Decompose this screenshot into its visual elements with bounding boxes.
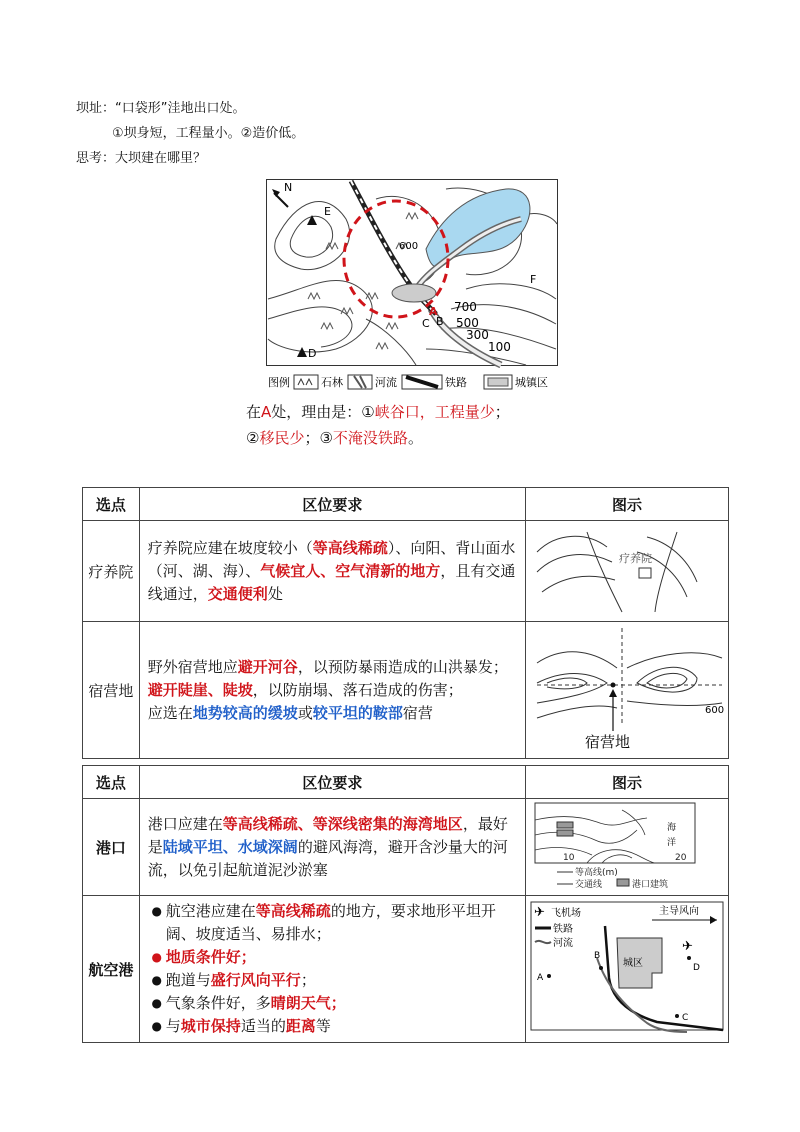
table1-header-requirement: 区位要求 <box>139 488 525 521</box>
table2-row-port-requirement: 港口应建在等高线稀疏、等深线密集的海湾地区，最好是陆域平坦、水域深阔的避风海湾，避开含沙量大的河流，以免引起航道泥沙淤塞 <box>139 799 525 896</box>
airport-req-4: ● 气象条件好，多晴朗天气； <box>151 994 346 1012</box>
legend-railway: 铁路 <box>445 376 467 389</box>
intro-question: 思考：大坝建在哪里？ <box>76 151 207 166</box>
intro-line-2: ①坝身短，工程量小。②造价低。 <box>112 126 305 141</box>
port-legend-contour: 等高线(m) <box>574 868 618 878</box>
contour-700: 700 <box>454 300 477 314</box>
point-b-label: B <box>436 315 444 328</box>
wind-arrow-icon <box>710 916 717 924</box>
table2-row-port-name: 港口 <box>83 799 140 896</box>
table1-row-campsite-figure <box>525 622 728 759</box>
legend-river-icon <box>354 376 366 388</box>
point-d-label: D <box>308 347 317 360</box>
intro-line-1: 坝址：“口袋形”洼地出口处。 <box>76 101 246 116</box>
point-f-label: F <box>530 273 537 286</box>
airport-legend-river: 河流 <box>552 938 573 949</box>
dam-topographic-map <box>266 179 558 393</box>
table2-row-airport-figure <box>525 896 728 1043</box>
airport-wind-label: 主导风向 <box>658 906 699 917</box>
site-table-1 <box>82 487 729 759</box>
point-a-label: A <box>429 305 438 318</box>
legend-railway-icon <box>406 377 438 387</box>
table1-row-sanatorium-name: 疗养院 <box>83 521 140 622</box>
airport-req-5: ● 与城市保持适当的距离等 <box>151 1017 331 1035</box>
point-e-label: E <box>324 205 331 218</box>
legend-forest: 石林 <box>321 376 343 389</box>
airport-req-2: ● 地质条件好； <box>151 948 256 966</box>
campsite-arrow-icon <box>609 689 617 697</box>
sanatorium-label: 疗养院 <box>618 552 652 565</box>
contour-500: 500 <box>456 316 479 330</box>
contour-100: 100 <box>488 340 511 354</box>
legend-river: 河流 <box>375 376 397 389</box>
table1-row-campsite-name: 宿营地 <box>83 622 140 759</box>
table1-header-figure: 图示 <box>525 488 728 521</box>
port-legend-building: 港口建筑 <box>631 880 668 890</box>
airport-point-b: B <box>593 951 601 961</box>
airport-legend-railway: 铁路 <box>552 924 573 935</box>
contour-600: 600 <box>399 241 419 252</box>
table2-header-site: 选点 <box>83 766 140 799</box>
airport-point-c: C <box>681 1013 689 1023</box>
answer-text: 在A处，理由是：①峡谷口，工程量少； ②移民少；③不淹没铁路。 <box>246 403 510 447</box>
point-c-label: C <box>422 317 430 330</box>
airport-legend-airport: 飞机场 <box>550 908 581 919</box>
port-diagram <box>527 800 727 890</box>
legend-town: 城镇区 <box>515 376 548 389</box>
sanatorium-diagram <box>527 522 727 616</box>
port-legend-transport: 交通线 <box>574 880 602 890</box>
airport-plane-icon: ✈ <box>533 905 545 920</box>
table1-row-sanatorium-figure <box>525 521 728 622</box>
legend-town-icon <box>488 378 508 386</box>
port-sea-label: 海 <box>666 823 676 833</box>
port-label-20: 20 <box>674 853 687 863</box>
airport-point-a: A <box>536 973 544 983</box>
campsite-diagram <box>527 623 727 753</box>
airport-req-1: ● 航空港应建在等高线稀疏的地方，要求地形平坦开阔、坡度适当、易排水； <box>151 902 496 943</box>
airport-point-d: D <box>692 963 700 973</box>
legend-forest-icon <box>298 379 312 385</box>
table2-row-port-figure <box>525 799 728 896</box>
table2-header-figure: 图示 <box>525 766 728 799</box>
airport-plane-d-icon: ✈ <box>681 939 693 954</box>
north-label: N <box>284 181 293 194</box>
campsite-label: 宿营地 <box>584 733 630 751</box>
port-label-10: 10 <box>562 853 575 863</box>
table2-header-requirement: 区位要求 <box>139 766 525 799</box>
table1-header-site: 选点 <box>83 488 140 521</box>
table1-row-sanatorium-requirement: 疗养院应建在坡度较小（等高线稀疏）、向阳、背山面水（河、湖、海）、气候宜人、空气清新的地方，且有交通线通过，交通便利处 <box>139 521 525 622</box>
airport-city-label: 城区 <box>622 958 643 969</box>
campsite-contour-600: 600 <box>704 705 725 716</box>
airport-legend-river-icon <box>535 941 551 943</box>
legend-title: 图例 <box>268 376 290 389</box>
airport-req-3: ● 跑道与盛行风向平行； <box>151 971 316 989</box>
table1-row-campsite-requirement: 野外宿营地应避开河谷，以预防暴雨造成的山洪暴发； 避开陡崖、陡坡，以防崩塌、落石造成的伤害； 应选在地势较高的缓坡或较平坦的鞍部宿营 <box>139 622 525 759</box>
table2-row-airport-requirement <box>139 896 525 1043</box>
airport-diagram <box>527 898 727 1036</box>
contour-300: 300 <box>466 328 489 342</box>
port-ocean-label: 洋 <box>666 838 676 848</box>
site-table-2 <box>82 765 729 1043</box>
table2-row-airport-name: 航空港 <box>83 896 140 1043</box>
